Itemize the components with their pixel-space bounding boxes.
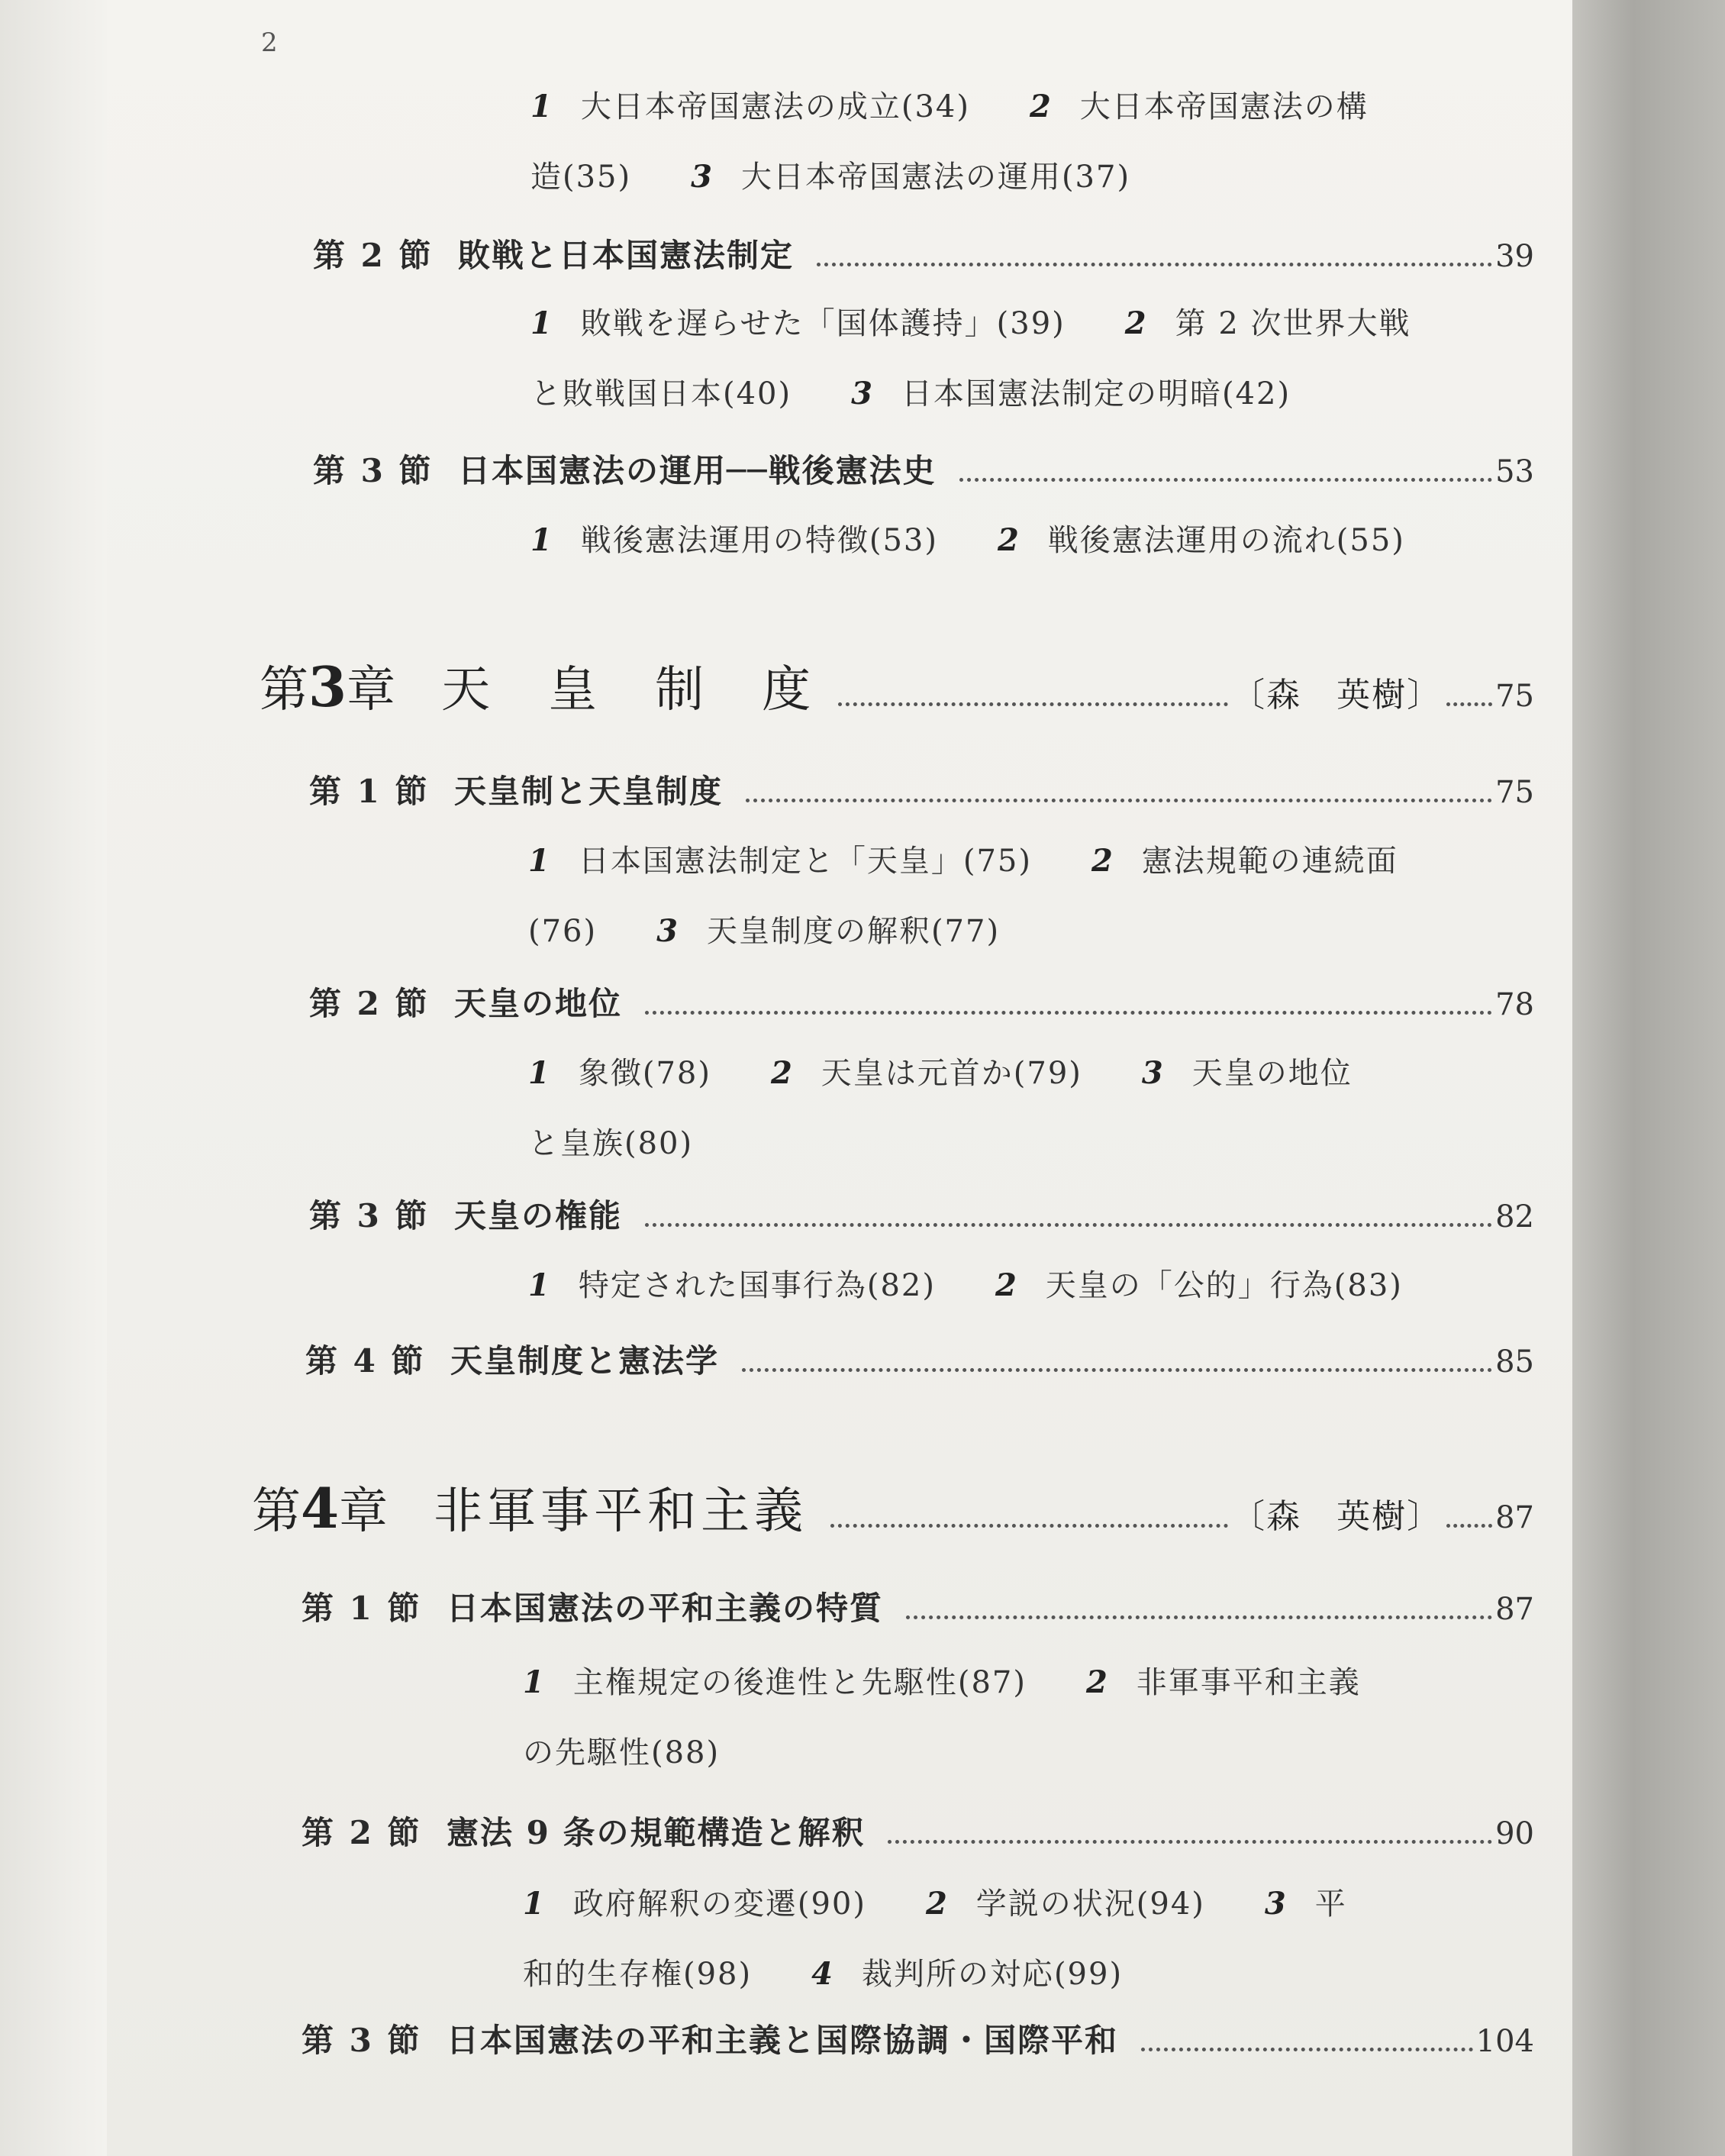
item-title: 特定された国事行為(82) (578, 1268, 936, 1303)
chapter-number: 4 (301, 1476, 340, 1541)
section-number: 第 3 節 (301, 2022, 422, 2059)
item-number: 3 (1141, 1055, 1165, 1091)
toc-section-row[interactable] (301, 2016, 1534, 2061)
toc-chapter-row[interactable] (260, 650, 1534, 721)
chapter-author: 〔森 英樹〕 (1231, 1497, 1443, 1536)
chapter-suffix: 章 (347, 662, 396, 718)
item-title: 学説の状況(94) (975, 1886, 1205, 1922)
section-page: 39 (1495, 239, 1534, 274)
toc-subitems-row (530, 370, 1291, 413)
item-title: 天皇の地位 (1191, 1056, 1353, 1091)
toc-section-row[interactable] (313, 446, 1534, 492)
item-title: 象徴(78) (578, 1056, 711, 1091)
item-title: の先駆性(88) (523, 1735, 721, 1770)
item-number: 1 (523, 1664, 546, 1700)
item-number: 2 (925, 1886, 949, 1922)
dot-leader (1141, 2048, 1473, 2051)
item-title: 大日本帝国憲法の構 (1079, 89, 1369, 124)
dot-leader (830, 1524, 1228, 1528)
section-title: 憲法 9 条の規範構造と解釈 (447, 1814, 866, 1851)
toc-section-row[interactable] (301, 1583, 1534, 1629)
toc-subitems-row (528, 1261, 1403, 1305)
item-number: 1 (528, 1267, 551, 1303)
toc-section-row[interactable] (313, 231, 1534, 276)
chapter-suffix: 章 (339, 1483, 389, 1540)
item-number: 3 (656, 913, 679, 949)
dot-leader (888, 1840, 1492, 1844)
dot-leader (645, 1011, 1492, 1015)
chapter-prefix: 第 (252, 1483, 301, 1540)
section-page: 90 (1495, 1816, 1534, 1851)
section-page: 104 (1475, 2024, 1534, 2059)
toc-subitems-row (528, 907, 1000, 951)
section-page: 75 (1495, 775, 1534, 810)
page-edge (0, 0, 107, 2156)
toc-subitems-row (528, 1049, 1353, 1093)
chapter-page: 75 (1495, 679, 1534, 714)
item-title: 大日本帝国憲法の成立(34) (580, 89, 970, 124)
section-title: 敗戦と日本国憲法制定 (458, 237, 795, 274)
item-number: 1 (530, 522, 553, 558)
item-title: 主権規定の後進性と先駆性(87) (572, 1665, 1027, 1700)
section-page: 78 (1495, 987, 1534, 1022)
toc-section-row[interactable] (305, 1336, 1534, 1382)
toc-chapter-row[interactable] (252, 1472, 1534, 1542)
item-title: 戦後憲法運用の特徴(53) (580, 523, 938, 558)
chapter-title: 非軍事平和主義 (434, 1483, 808, 1540)
toc-section-row[interactable] (309, 1191, 1534, 1237)
item-number: 1 (528, 1055, 551, 1091)
dot-leader (742, 1368, 1492, 1372)
item-title: 敗戦を遅らせた「国体護持」(39) (580, 306, 1066, 341)
section-title: 日本国憲法の平和主義と国際協調・国際平和 (447, 2022, 1119, 2059)
section-number: 第 1 節 (301, 1590, 422, 1627)
section-number: 第 1 節 (309, 773, 430, 810)
item-number: 3 (1264, 1886, 1288, 1922)
toc-section-row[interactable] (309, 979, 1534, 1025)
dot-leader (838, 702, 1228, 706)
item-title: 大日本帝国憲法の運用(37) (740, 160, 1131, 195)
item-title: 天皇の「公的」行為(83) (1045, 1268, 1403, 1303)
section-page: 82 (1495, 1199, 1534, 1235)
item-title: 造(35) (530, 160, 632, 195)
chapter-number: 3 (308, 654, 347, 719)
toc-subitems-row (523, 1950, 1123, 1993)
dot-leader (906, 1615, 1492, 1619)
section-number: 第 4 節 (305, 1342, 426, 1380)
section-page: 85 (1495, 1344, 1534, 1380)
section-page: 53 (1495, 454, 1534, 489)
item-title: 日本国憲法制定と「天皇」(75) (578, 844, 1032, 879)
chapter-page: 87 (1495, 1500, 1534, 1535)
dot-leader (817, 263, 1492, 266)
dot-leader (959, 478, 1493, 482)
toc-subitems-row (530, 82, 1369, 126)
dot-leader (746, 799, 1492, 802)
toc-subitems-row (528, 1119, 693, 1163)
book-gutter (1572, 0, 1725, 2156)
item-title: 和的生存権(98) (523, 1957, 753, 1992)
item-number: 2 (997, 522, 1020, 558)
item-title: 天皇制度の解釈(77) (706, 914, 1001, 949)
toc-subitems-row (523, 1728, 720, 1772)
section-title: 日本国憲法の運用──戦後憲法史 (458, 452, 937, 489)
item-number: 3 (851, 376, 874, 412)
section-title: 天皇の地位 (454, 985, 623, 1022)
section-page: 87 (1495, 1592, 1534, 1627)
section-number: 第 3 節 (313, 452, 434, 489)
chapter-author: 〔森 英樹〕 (1231, 676, 1443, 715)
section-number: 第 2 節 (313, 237, 434, 274)
item-title: 政府解釈の変遷(90) (572, 1886, 866, 1922)
item-number: 1 (530, 89, 553, 124)
item-title: 非軍事平和主義 (1136, 1665, 1361, 1700)
toc-section-row[interactable] (301, 1808, 1534, 1854)
item-title: 日本国憲法制定の明暗(42) (901, 376, 1291, 412)
item-number: 2 (1029, 89, 1053, 124)
section-title: 天皇の権能 (454, 1197, 623, 1235)
dot-leader (1446, 702, 1492, 706)
item-title: 裁判所の対応(99) (861, 1957, 1124, 1992)
item-title: 憲法規範の連続面 (1141, 844, 1398, 879)
item-number: 2 (995, 1267, 1018, 1303)
toc-subitems-row (530, 516, 1405, 560)
item-title: 平 (1314, 1886, 1347, 1922)
item-title: 天皇は元首か(79) (821, 1056, 1082, 1091)
item-number: 2 (1124, 305, 1148, 341)
item-number: 1 (528, 843, 551, 879)
toc-subitems-row (523, 1880, 1347, 1923)
toc-section-row[interactable] (309, 767, 1534, 812)
section-title: 日本国憲法の平和主義の特質 (447, 1590, 884, 1627)
dot-leader (1446, 1524, 1492, 1528)
toc-subitems-row (530, 153, 1130, 196)
section-number: 第 2 節 (309, 985, 430, 1022)
item-number: 3 (691, 159, 714, 195)
toc-subitems-row (528, 837, 1398, 880)
item-title: と皇族(80) (528, 1126, 694, 1161)
section-title: 天皇制度と憲法学 (450, 1342, 720, 1380)
section-number: 第 3 節 (309, 1197, 430, 1235)
item-title: 戦後憲法運用の流れ(55) (1047, 523, 1405, 558)
page-number: 2 (261, 27, 278, 58)
item-title: と敗戦国日本(40) (530, 376, 792, 412)
item-title: 第 2 次世界大戦 (1175, 306, 1411, 341)
item-title: (76) (528, 914, 598, 949)
section-title: 天皇制と天皇制度 (454, 773, 724, 810)
toc-subitems-row (530, 299, 1411, 343)
chapter-title: 天 皇 制 度 (441, 662, 816, 718)
item-number: 2 (770, 1055, 794, 1091)
item-number: 2 (1085, 1664, 1109, 1700)
section-number: 第 2 節 (301, 1814, 422, 1851)
item-number: 1 (530, 305, 553, 341)
item-number: 2 (1091, 843, 1114, 879)
dot-leader (645, 1223, 1492, 1227)
chapter-prefix: 第 (260, 662, 308, 718)
toc-subitems-row (523, 1658, 1361, 1702)
item-number: 1 (523, 1886, 546, 1922)
item-number: 4 (811, 1956, 834, 1992)
